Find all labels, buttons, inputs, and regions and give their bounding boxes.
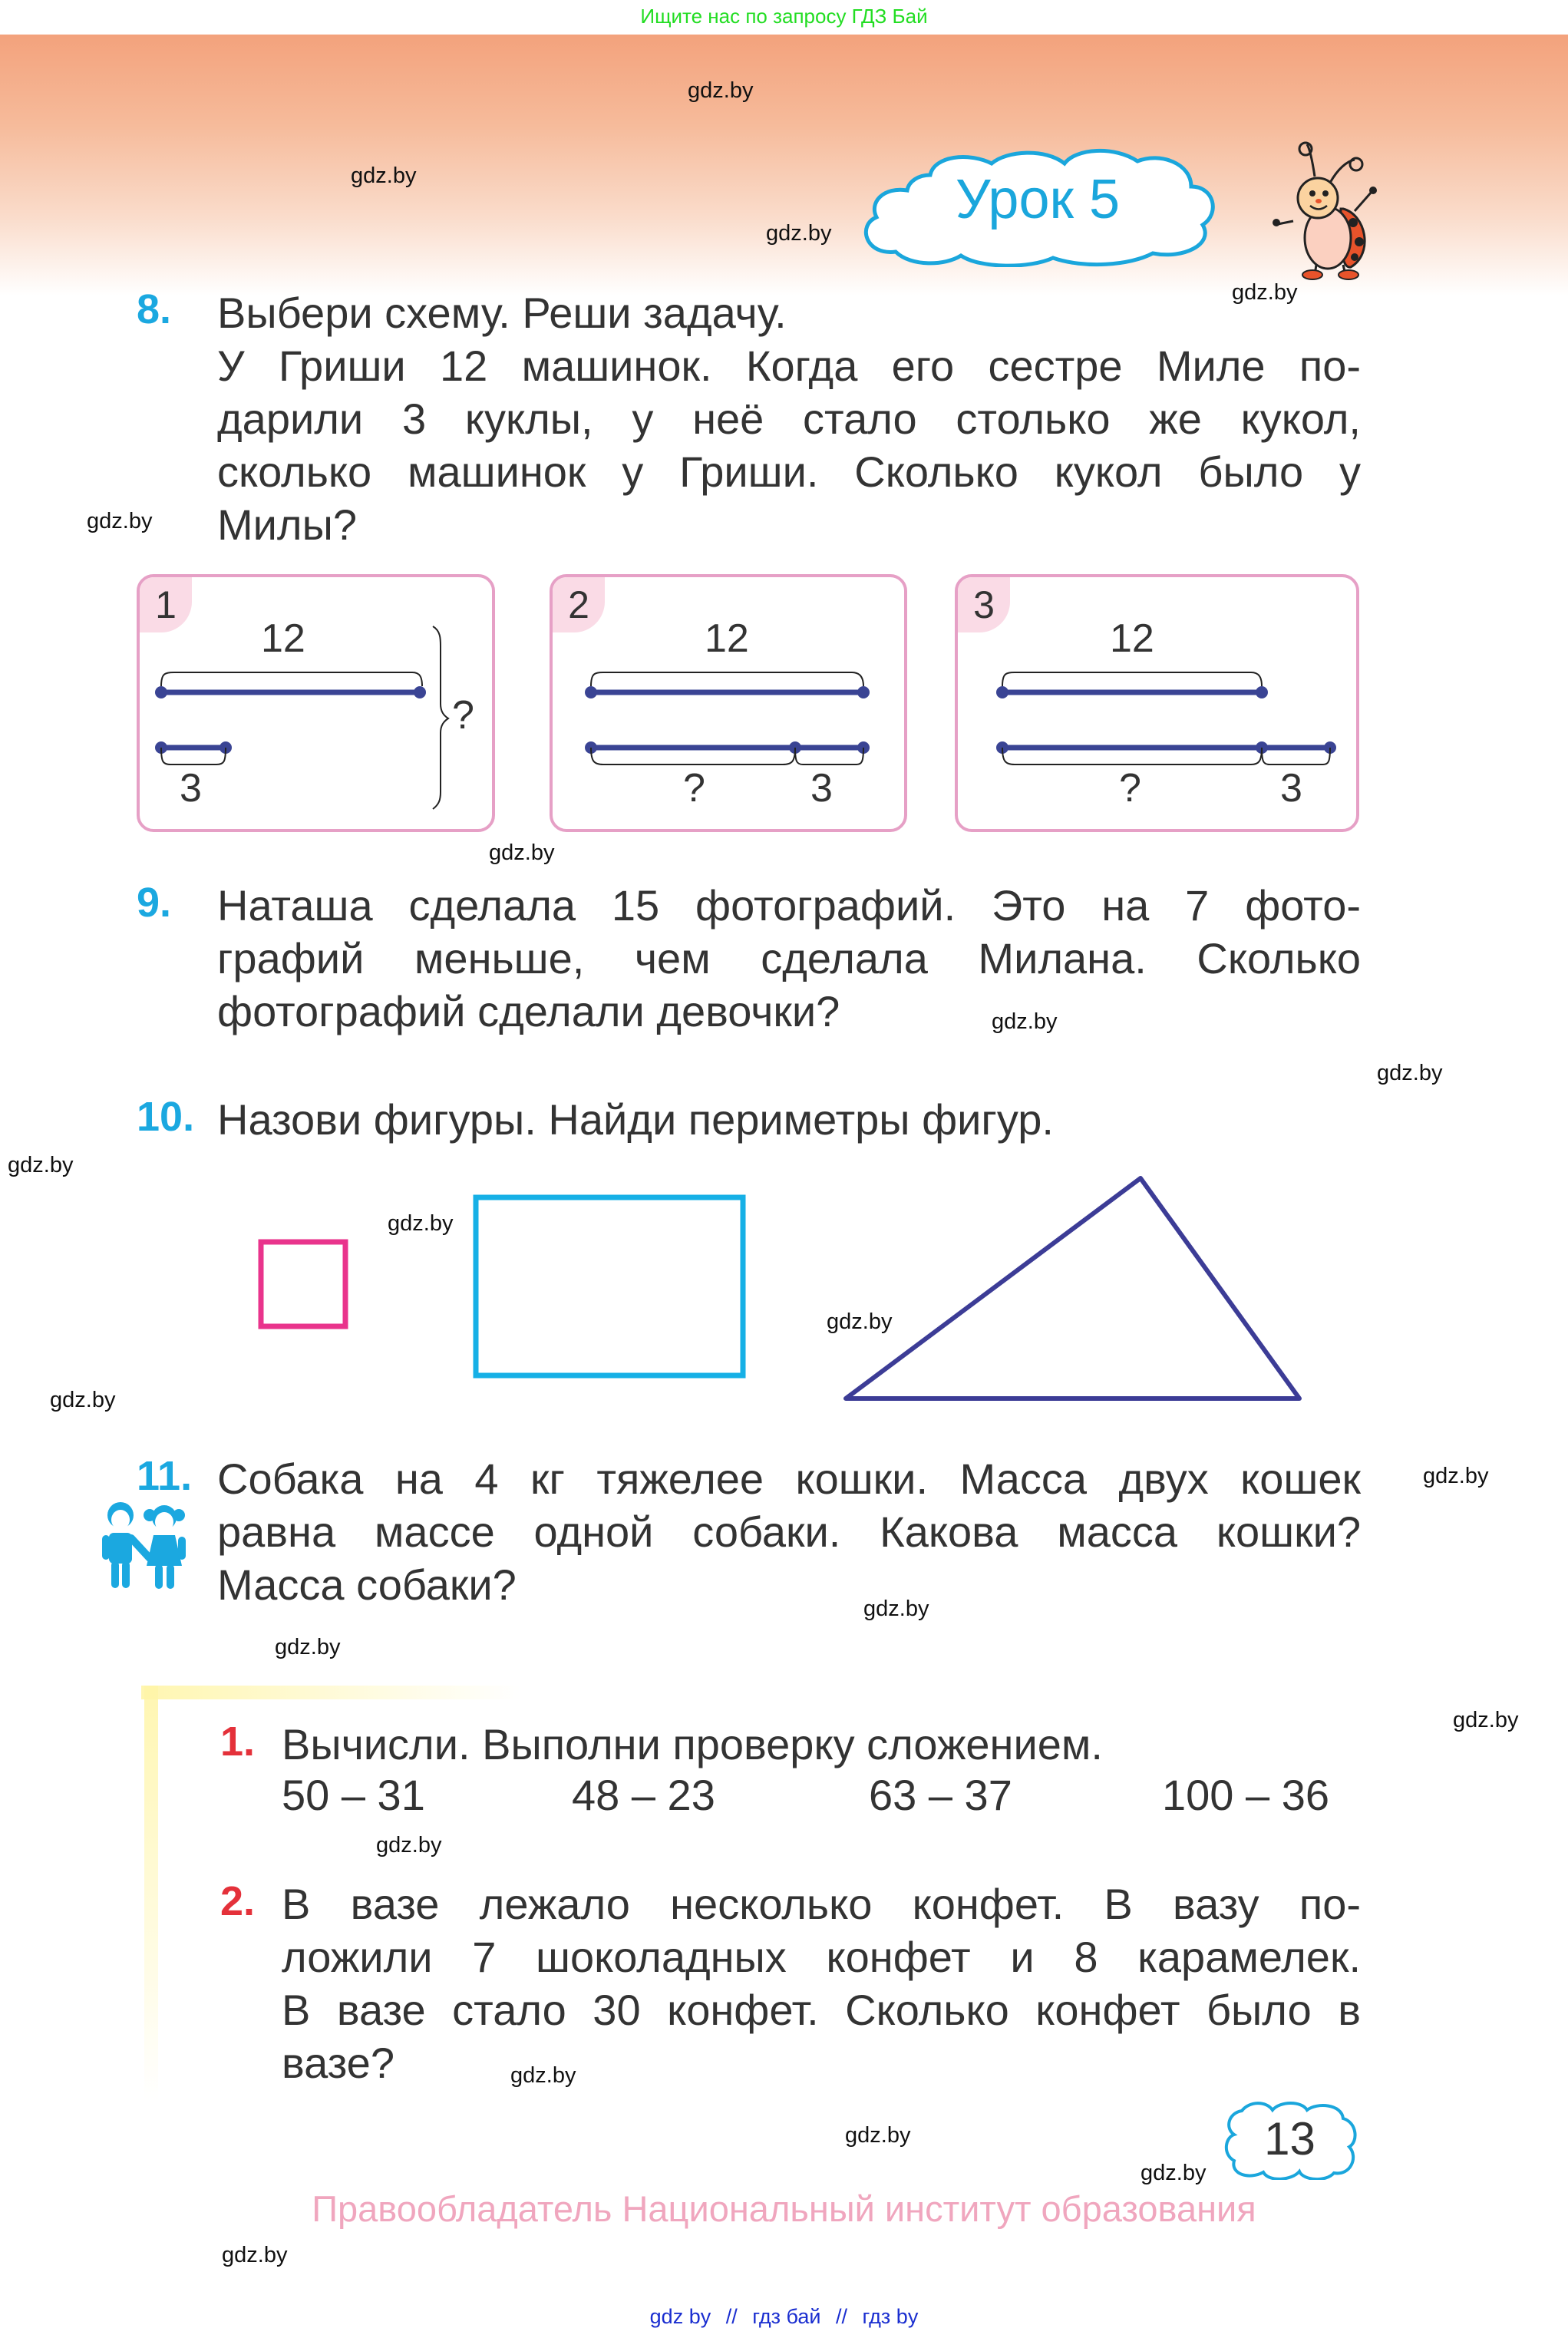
task-number: 10. <box>137 1094 195 1140</box>
scheme-label: 12 <box>261 616 305 661</box>
footer-link[interactable]: gdz by <box>649 2305 711 2328</box>
homework-line: В вазе лежало несколько конфет. В вазу по- <box>282 1880 1361 1928</box>
watermark: gdz.by <box>275 1635 341 1659</box>
watermark: gdz.by <box>376 1833 442 1858</box>
task-line: графий меньше, чем сделала Милана. Сколько <box>217 934 1361 982</box>
scheme-label: 3 <box>810 766 833 811</box>
task-11-text <box>217 1452 1361 1611</box>
page-number: 13 <box>1264 2113 1315 2165</box>
footer-link[interactable]: гдз by <box>862 2305 919 2328</box>
task-line: равна массе одной собаки. Какова масса кошки? <box>217 1507 1361 1556</box>
task-10-text <box>217 1093 1361 1146</box>
footer-links <box>0 2305 1568 2329</box>
watermark: gdz.by <box>8 1153 74 1177</box>
homework-2-text <box>282 1877 1361 2089</box>
homework-line: Вычисли. Выполни проверку сложением. <box>282 1720 1103 1768</box>
watermark: gdz.by <box>992 1009 1058 1034</box>
homework-1-text <box>282 1718 1361 1771</box>
watermark: gdz.by <box>388 1211 454 1236</box>
watermark: gdz.by <box>50 1388 116 1412</box>
expression: 50 – 31 <box>282 1771 425 1819</box>
watermark: gdz.by <box>510 2063 576 2088</box>
expression: 48 – 23 <box>572 1771 715 1819</box>
task-line: Выбери схему. Реши задачу. <box>217 289 787 337</box>
watermark: gdz.by <box>1141 2161 1207 2185</box>
task-number: 9. <box>137 880 172 926</box>
task-line: Собака на 4 кг тяжелее кошки. Масса двух кошек <box>217 1455 1361 1503</box>
task-line: Милы? <box>217 500 357 549</box>
task-line: дарили 3 куклы, у неё стало столько же кукол, <box>217 395 1361 443</box>
scheme-label: ? <box>1119 766 1141 811</box>
footer-link[interactable]: гдз бай <box>752 2305 821 2328</box>
watermark: gdz.by <box>766 221 832 246</box>
watermark: gdz.by <box>827 1309 893 1334</box>
scheme-badge: 1 <box>140 577 192 632</box>
task-line: Наташа сделала 15 фотографий. Это на 7 фото- <box>217 881 1361 930</box>
scheme-label: ? <box>452 693 474 738</box>
task-number: 11. <box>137 1453 193 1499</box>
homework-number: 2. <box>220 1878 256 1924</box>
scheme-label: 3 <box>1280 766 1302 811</box>
task-line: сколько машинок у Гриши. Сколько кукол было у <box>217 447 1361 496</box>
watermark: gdz.by <box>1423 1464 1489 1488</box>
square-shape <box>261 1242 345 1326</box>
footer-separator: // <box>725 2305 738 2328</box>
scheme-badge: 2 <box>553 577 605 632</box>
footer-separator: // <box>836 2305 848 2328</box>
task-line: Назови фигуры. Найди периметры фигур. <box>217 1095 1054 1144</box>
watermark: gdz.by <box>351 163 417 188</box>
scheme-label: 12 <box>705 616 749 661</box>
task-line: фотографий сделали девочки? <box>217 987 840 1035</box>
scheme-option-3[interactable] <box>955 574 1359 832</box>
watermark: gdz.by <box>489 840 555 865</box>
scheme-label: 3 <box>180 766 202 811</box>
lesson-title: Урок 5 <box>955 169 1121 230</box>
scheme-label: ? <box>683 766 705 811</box>
watermark: gdz.by <box>1453 1708 1519 1732</box>
task-8-text <box>217 286 1361 551</box>
watermark: gdz.by <box>87 509 153 533</box>
expression: 100 – 36 <box>1162 1771 1329 1819</box>
watermark: gdz.by <box>688 78 754 103</box>
watermark: gdz.by <box>863 1597 929 1621</box>
homework-line: вазе? <box>282 2039 394 2087</box>
watermark: gdz.by <box>1377 1061 1443 1085</box>
triangle-shape <box>846 1178 1299 1399</box>
homework-number: 1. <box>220 1719 256 1765</box>
watermark: gdz.by <box>222 2243 288 2267</box>
task-line: У Гриши 12 машинок. Когда его сестре Миле по- <box>217 342 1361 390</box>
scheme-badge: 3 <box>958 577 1010 632</box>
scheme-option-2[interactable] <box>550 574 907 832</box>
rectangle-shape <box>476 1197 743 1375</box>
top-banner: Ищите нас по запросу ГДЗ Бай <box>640 5 928 28</box>
task-9-text <box>217 879 1361 1038</box>
homework-line: ложили 7 шоколадных конфет и 8 карамелек. <box>282 1933 1361 1981</box>
task-number: 8. <box>137 286 172 332</box>
scheme-label: 12 <box>1110 616 1154 661</box>
task-line: Масса собаки? <box>217 1560 517 1609</box>
expression: 63 – 37 <box>869 1771 1012 1819</box>
pair-work-kids-icon <box>96 1498 192 1590</box>
watermark: gdz.by <box>845 2123 911 2148</box>
watermark: gdz.by <box>1232 280 1298 305</box>
ladybug-icon <box>1270 138 1381 280</box>
homework-line: В вазе стало 30 конфет. Сколько конфет было в <box>282 1986 1361 2034</box>
copyright-notice: Правообладатель Национальный институт образования <box>312 2188 1256 2229</box>
geometry-figures <box>253 1167 1328 1412</box>
scheme-option-1[interactable] <box>137 574 495 832</box>
